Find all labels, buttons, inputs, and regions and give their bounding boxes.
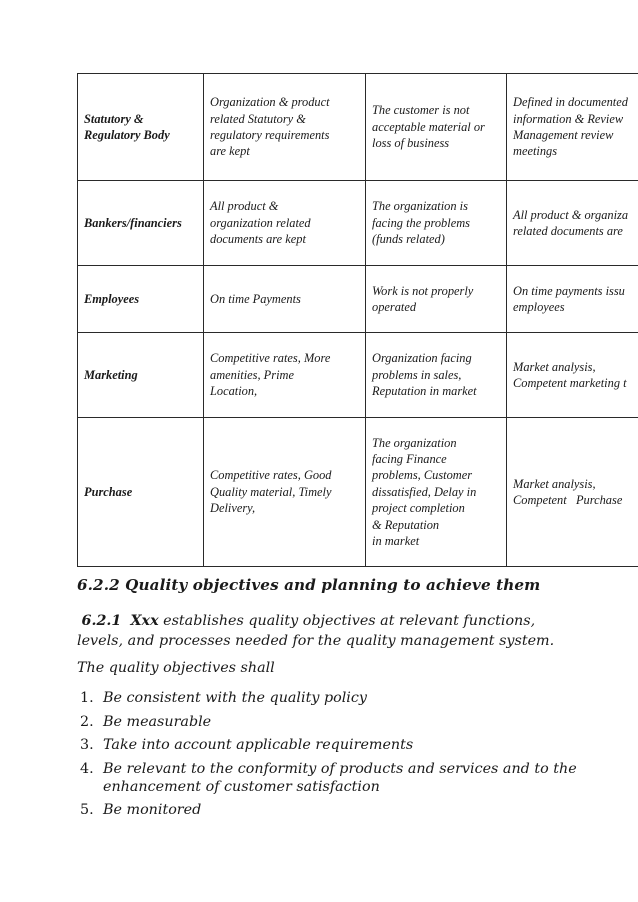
- party-cell: Statutory & Regulatory Body: [78, 74, 204, 181]
- table-row: [78, 418, 638, 567]
- needs-cell: Competitive rates, More amenities, Prime Location,: [204, 333, 366, 418]
- needs-cell: Organization & product related Statutory & regulatory requirements are kept: [204, 74, 366, 181]
- table-row: [78, 333, 638, 418]
- party-cell: Employees: [78, 266, 204, 333]
- organization-name: Xxx: [130, 613, 159, 629]
- party-cell: Purchase: [78, 418, 204, 567]
- list-item: [77, 689, 597, 707]
- list-item-text: Be relevant to the conformity of products and services and to the enhancement of customer satisfaction: [103, 760, 577, 795]
- table-row: [78, 74, 638, 181]
- list-item-text: Take into account applicable requirements: [103, 737, 414, 753]
- needs-cell: On time Payments: [204, 266, 366, 333]
- action-cell: On time payments issu employees: [507, 266, 638, 333]
- risk-cell: Organization facing problems in sales, Reputation in market: [366, 333, 507, 418]
- list-marker: 4.: [80, 760, 94, 777]
- risk-cell: The customer is not acceptable material or loss of business: [366, 74, 507, 181]
- list-item-text: Be monitored: [103, 802, 202, 818]
- list-item: [77, 760, 597, 796]
- list-item-text: Be consistent with the quality policy: [103, 690, 367, 706]
- action-cell: All product & organiza related documents are: [507, 181, 638, 266]
- interested-parties-table: [77, 73, 638, 567]
- objectives-intro: The quality objectives shall: [77, 660, 275, 676]
- list-marker: 3.: [80, 737, 94, 753]
- needs-cell: All product & organization related documents are kept: [204, 181, 366, 266]
- party-cell: Marketing: [78, 333, 204, 418]
- clause-number: 6.2.1: [81, 613, 122, 629]
- party-cell: Bankers/financiers: [78, 181, 204, 266]
- list-marker: 5.: [80, 802, 94, 818]
- clause-paragraph: [77, 611, 577, 651]
- action-cell: Market analysis, Competent marketing t: [507, 333, 638, 418]
- list-marker: 2.: [80, 713, 94, 730]
- objectives-list: [77, 689, 597, 825]
- list-item: [77, 736, 597, 754]
- table-row: [78, 266, 638, 333]
- risk-cell: The organization is facing the problems (funds related): [366, 181, 507, 266]
- table-row: [78, 181, 638, 266]
- list-item: [77, 801, 597, 819]
- action-cell: Market analysis, Competent Purchase: [507, 418, 638, 567]
- needs-cell: Competitive rates, Good Quality material, Timely Delivery,: [204, 418, 366, 567]
- list-marker: 1.: [80, 690, 94, 706]
- action-cell: Defined in documented information & Review Management review meetings: [507, 74, 638, 181]
- risk-cell: The organization facing Finance problems, Customer dissatisfied, Delay in project completion & Reputation in market: [366, 418, 507, 567]
- clause-text: establishes quality objectives at relevant functions, levels, and processes needed for the quality management system.: [77, 613, 555, 649]
- section-heading: 6.2.2 Quality objectives and planning to achieve them: [77, 576, 541, 594]
- list-item-text: Be measurable: [103, 713, 212, 730]
- risk-cell: Work is not properly operated: [366, 266, 507, 333]
- list-item: [77, 713, 597, 731]
